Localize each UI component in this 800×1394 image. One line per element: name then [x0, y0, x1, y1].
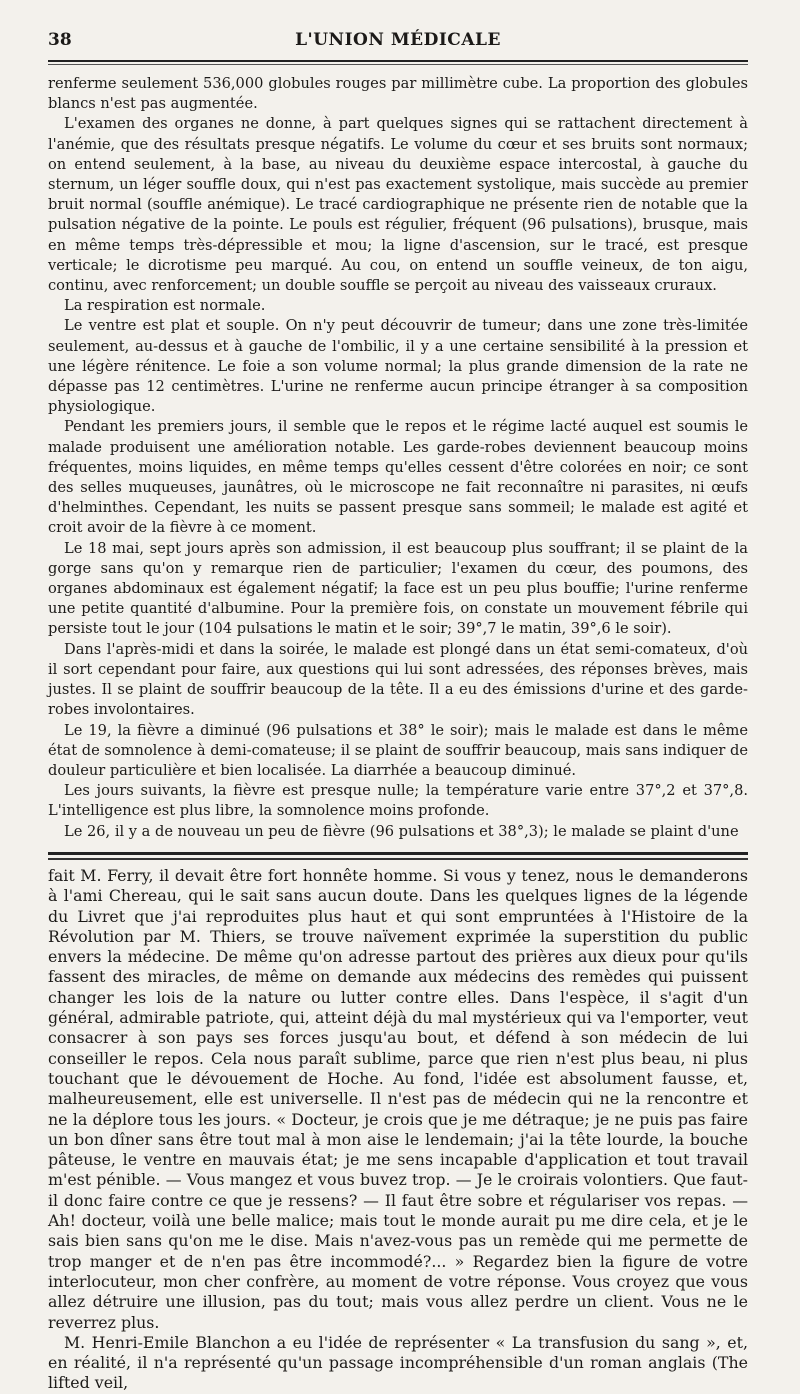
feuilleton-separator	[48, 852, 748, 860]
paragraph: L'examen des organes ne donne, à part quelques signes qui se rattachent directement à l'anémie, que des résultats presque négatifs. Le volume du cœur et ses bruits sont normaux; on entend seulement, à la base, au niveau du deuxième espace intercostal, à gauche du sternum, un léger souffle doux, qui n'est pas exactement systolique, mais succède au premier bruit normal (souffle anémique). Le tracé cardiographique ne présente rien de notable que la pulsation négative de la pointe. Le pouls est régulier, fréquent (96 pulsations), brusque, mais en même temps très-dépressible et mou; la ligne d'ascension, sur le tracé, est presque verticale; le dicrotisme peu marqué. Au cou, on entend un souffle veineux, de ton aigu, continu, avec renforcement; un double souffle se perçoit au niveau des vaisseaux cruraux.	[48, 115, 748, 295]
paragraph: Le 26, il y a de nouveau un peu de fièvre (96 pulsations et 38°,3); le malade se plaint d'une	[64, 822, 739, 840]
paragraph: Le 18 mai, sept jours après son admission, il est beaucoup plus souffrant; il se plaint de la gorge sans qu'on y remarque rien de particulier; l'examen du cœur, des poumons, des organes abdominaux est également négatif; la face est un peu plus bouffie; l'urine renferme une petite quantité d'albumine. Pour la première fois, on constate un mouvement fébrile qui persiste tout le jour (104 pulsations le matin et le soir; 39°,7 le matin, 39°,6 le soir).	[48, 539, 748, 638]
page-header	[48, 30, 748, 56]
paragraph: renferme seulement 536,000 globules rouges par millimètre cube. La proportion des globules blancs n'est pas augmentée.	[48, 75, 748, 113]
article-column	[48, 74, 748, 842]
header-rule	[48, 60, 748, 65]
page-number: 38	[48, 30, 72, 50]
running-title: L'UNION MÉDICALE	[295, 30, 501, 50]
paragraph: Dans l'après-midi et dans la soirée, le malade est plongé dans un état semi-comateux, d'où il sort cependant pour faire, aux questions qui lui sont adressées, des réponses brèves, mais justes. Il se plaint de souffrir beaucoup de la tête. Il a eu des émissions d'urine et des garde-robes involontaires.	[48, 640, 748, 719]
paragraph: Le ventre est plat et souple. On n'y peut découvrir de tumeur; dans une zone très-limitée seulement, au-dessus et à gauche de l'ombilic, il y a une certaine sensibilité à la pression et une légère rénitence. Le foie a son volume normal; la plus grande dimension de la rate ne dépasse pas 12 centimètres. L'urine ne renferme aucun principe étranger à sa composition physiologique.	[48, 317, 748, 416]
paragraph: Pendant les premiers jours, il semble que le repos et le régime lacté auquel est soumis le malade produisent une amélioration notable. Les garde-robes deviennent beaucoup moins fréquentes, moins liquides, en même temps qu'elles cessent d'être colorées en noir; ce sont des selles muqueuses, jaunâtres, où le microscope ne fait reconnaître ni parasites, ni œufs d'helminthes. Cependant, les nuits se passent presque sans sommeil; le malade est agité et croit avoir de la fièvre à ce moment.	[48, 418, 748, 537]
paragraph: Les jours suivants, la fièvre est presque nulle; la température varie entre 37°,2 et 37°,8. L'intelligence est plus libre, la somnolence moins profonde.	[48, 782, 748, 820]
paragraph: fait M. Ferry, il devait être fort honnête homme. Si vous y tenez, nous le demanderons à l'ami Chereau, qui le sait sans aucun doute. Dans les quelques lignes de la légende du Livret que j'ai reproduites plus haut et qui sont empruntées à l'Histoire de la Révolution par M. Thiers, se trouve naïvement exprimée la superstition du public envers la médecine. De même qu'on adresse partout des prières aux dieux pour qu'ils fassent des miracles, de même on demande aux médecins des remèdes qui puissent changer les lois de la nature ou lutter contre elles. Dans l'espèce, il s'agit d'un général, admirable patriote, qui, atteint déjà du mal mystérieux qui va l'emporter, veut consacrer à son pays ses forces jusqu'au bout, et défend à son médecin de lui conseiller le repos. Cela nous paraît sublime, parce que rien n'est plus beau, ni plus touchant que le dévouement de Hoche. Au fond, l'idée est absolument fausse, et, malheureusement, elle est universelle. Il n'est pas de médecin qui ne la rencontre et ne la déplore tous les jours. « Docteur, je crois que je me détraque; je ne puis pas faire un bon dîner sans être tout mal à mon aise le lendemain; j'ai la tête lourde, la bouche pâteuse, le ventre en mauvais état; je me sens incapable d'application et tout travail m'est pénible. — Vous mangez et vous buvez trop. — Je le croirais volontiers. Que faut-il donc faire contre ce que je ressens? — Il faut être sobre et régulariser vos repas. — Ah! docteur, voilà une belle malice; mais tout le monde aurait pu me dire cela, et je le sais bien sans qu'on me le dise. Mais n'avez-vous pas un remède qui me permette de trop manger et de n'en pas être incommodé?... » Regardez bien la figure de votre interlocuteur, mon cher confrère, au moment de votre réponse. Vous croyez que vous allez détruire une illusion, pas du tout; mais vous allez perdre un client. Vous ne le reverrez plus.	[48, 866, 748, 1332]
feuilleton-column	[48, 866, 748, 1394]
paragraph: Le 19, la fièvre a diminué (96 pulsations et 38° le soir); mais le malade est dans le même état de somnolence à demi-comateuse; il se plaint de souffrir beaucoup, mais sans indiquer de douleur particulière et bien localisée. La diarrhée a beaucoup diminué.	[48, 721, 748, 779]
paragraph: M. Henri-Emile Blanchon a eu l'idée de représenter « La transfusion du sang », et, en réalité, il n'a représenté qu'un passage incompréhensible d'un roman anglais (The lifted veil,	[48, 1332, 748, 1393]
paragraph: La respiration est normale.	[64, 297, 266, 315]
